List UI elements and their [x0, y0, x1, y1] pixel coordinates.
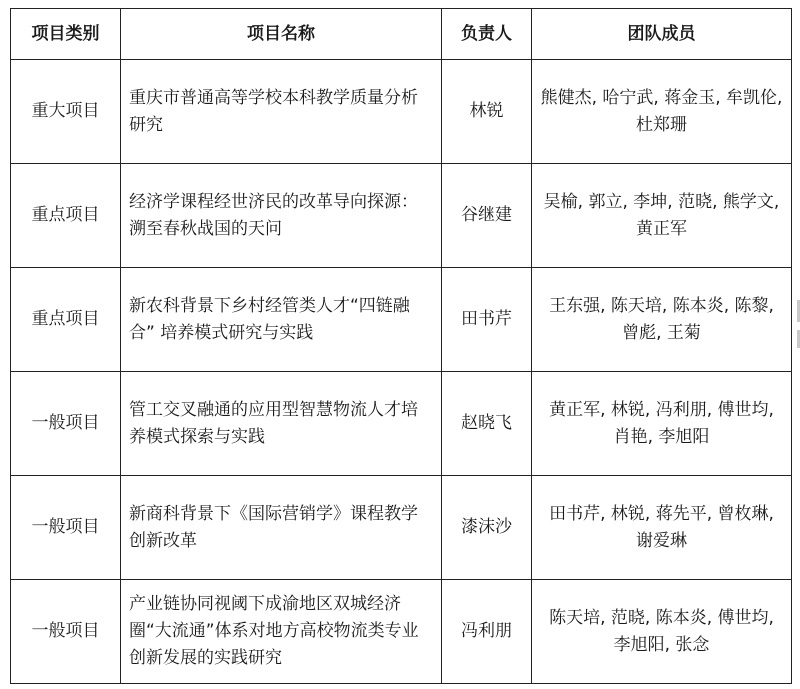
table-row	[11, 476, 792, 580]
cell-leader: 冯利朋	[442, 580, 532, 684]
table-row	[11, 268, 792, 372]
cell-leader: 林锐	[442, 60, 532, 164]
cell-team-members: 黄正军, 林锐, 冯利朋, 傅世均, 肖艳, 李旭阳	[532, 372, 792, 476]
cell-team-members: 熊健杰, 哈宁武, 蒋金玉, 牟凯伦, 杜郑珊	[532, 60, 792, 164]
cell-project-name: 管工交叉融通的应用型智慧物流人才培养模式探索与实践	[121, 372, 442, 476]
cell-leader: 谷继建	[442, 164, 532, 268]
cell-project-name: 重庆市普通高等学校本科教学质量分析研究	[121, 60, 442, 164]
cell-category: 重点项目	[11, 268, 121, 372]
table-body	[11, 60, 792, 684]
cell-category: 一般项目	[11, 476, 121, 580]
cell-team-members: 王东强, 陈天培, 陈本炎, 陈黎, 曾彪, 王菊	[532, 268, 792, 372]
cell-category: 重点项目	[11, 164, 121, 268]
projects-table	[10, 8, 792, 684]
cell-project-name: 产业链协同视阈下成渝地区双城经济圈“大流通”体系对地方高校物流类专业创新发展的实践研究	[121, 580, 442, 684]
cell-team-members: 田书芹, 林锐, 蒋先平, 曾枚琳, 谢爱琳	[532, 476, 792, 580]
cell-project-name: 新农科背景下乡村经管类人才“四链融合” 培养模式研究与实践	[121, 268, 442, 372]
header-team-members: 团队成员	[532, 9, 792, 60]
table-row	[11, 580, 792, 684]
table-header	[11, 9, 792, 60]
table-row	[11, 164, 792, 268]
cell-leader: 田书芹	[442, 268, 532, 372]
header-category: 项目类别	[11, 9, 121, 60]
table-row	[11, 372, 792, 476]
cell-team-members: 陈天培, 范晓, 陈本炎, 傅世均, 李旭阳, 张念	[532, 580, 792, 684]
table-row	[11, 60, 792, 164]
cell-team-members: 吴榆, 郭立, 李坤, 范晓, 熊学文, 黄正军	[532, 164, 792, 268]
header-leader: 负责人	[442, 9, 532, 60]
cell-project-name: 经济学课程经世济民的改革导向探源：溯至春秋战国的天问	[121, 164, 442, 268]
cell-leader: 赵晓飞	[442, 372, 532, 476]
header-project-name: 项目名称	[121, 9, 442, 60]
cell-category: 一般项目	[11, 372, 121, 476]
cell-leader: 漆沫沙	[442, 476, 532, 580]
cell-category: 重大项目	[11, 60, 121, 164]
header-row	[11, 9, 792, 60]
cell-project-name: 新商科背景下《国际营销学》课程教学创新改革	[121, 476, 442, 580]
cell-category: 一般项目	[11, 580, 121, 684]
